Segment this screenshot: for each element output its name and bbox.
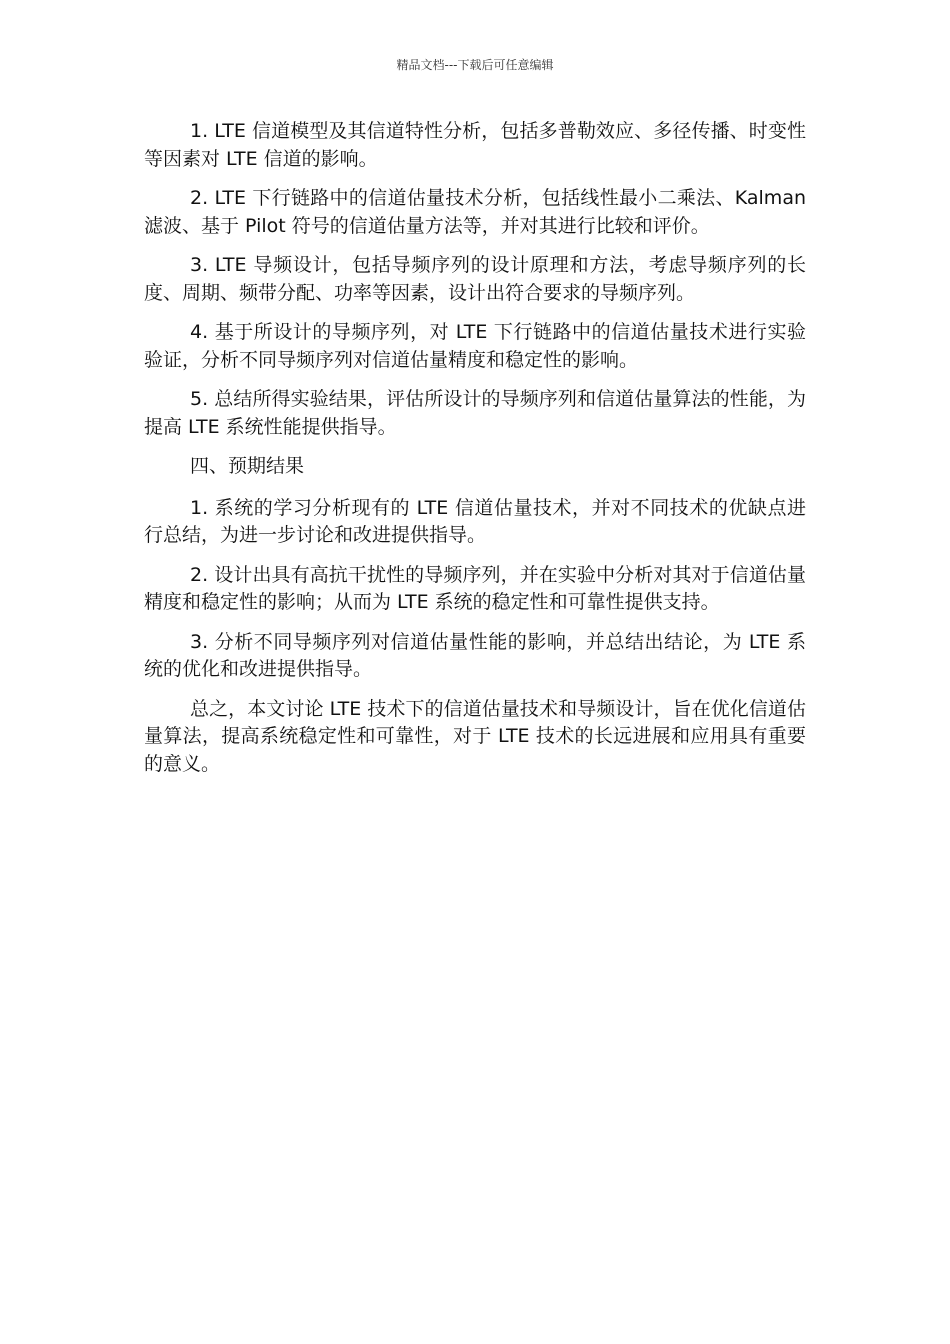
document-body	[144, 118, 806, 790]
paragraph-result-1: 1. 系统的学习分析现有的 LTE 信道估量技术，并对不同技术的优缺点进行总结，为进一步讨论和改进提供指导。	[144, 496, 806, 546]
section-heading-expected-results: 四、预期结果	[190, 455, 305, 477]
paragraph-conclusion: 总之，本文讨论 LTE 技术下的信道估量技术和导频设计，旨在优化信道估量算法，提高系统稳定性和可靠性，对于 LTE 技术的长远进展和应用具有重要的意义。	[144, 697, 806, 775]
paragraph-result-2: 2. 设计出具有高抗干扰性的导频序列，并在实验中分析对其对于信道估量精度和稳定性的影响；从而为 LTE 系统的稳定性和可靠性提供支持。	[144, 563, 806, 613]
paragraph-content-3: 3. LTE 导频设计，包括导频序列的设计原理和方法，考虑导频序列的长度、周期、频带分配、功率等因素，设计出符合要求的导频序列。	[144, 254, 806, 304]
paragraph-content-1: 1. LTE 信道模型及其信道特性分析，包括多普勒效应、多径传播、时变性等因素对 LTE 信道的影响。	[144, 120, 806, 170]
paragraph-content-2: 2. LTE 下行链路中的信道估量技术分析，包括线性最小二乘法、Kalman 滤波、基于 Pilot 符号的信道估量方法等，并对其进行比较和评价。	[144, 187, 806, 237]
paragraph-content-4: 4. 基于所设计的导频序列，对 LTE 下行链路中的信道估量技术进行实验验证，分析不同导频序列对信道估量精度和稳定性的影响。	[144, 321, 806, 371]
paragraph-content-5: 5. 总结所得实验结果，评估所设计的导频序列和信道估量算法的性能，为提高 LTE 系统性能提供指导。	[144, 388, 806, 438]
page-header: 精品文档---下载后可任意编辑	[396, 58, 554, 72]
paragraph-result-3: 3. 分析不同导频序列对信道估量性能的影响，并总结出结论，为 LTE 系统的优化和改进提供指导。	[144, 630, 806, 680]
